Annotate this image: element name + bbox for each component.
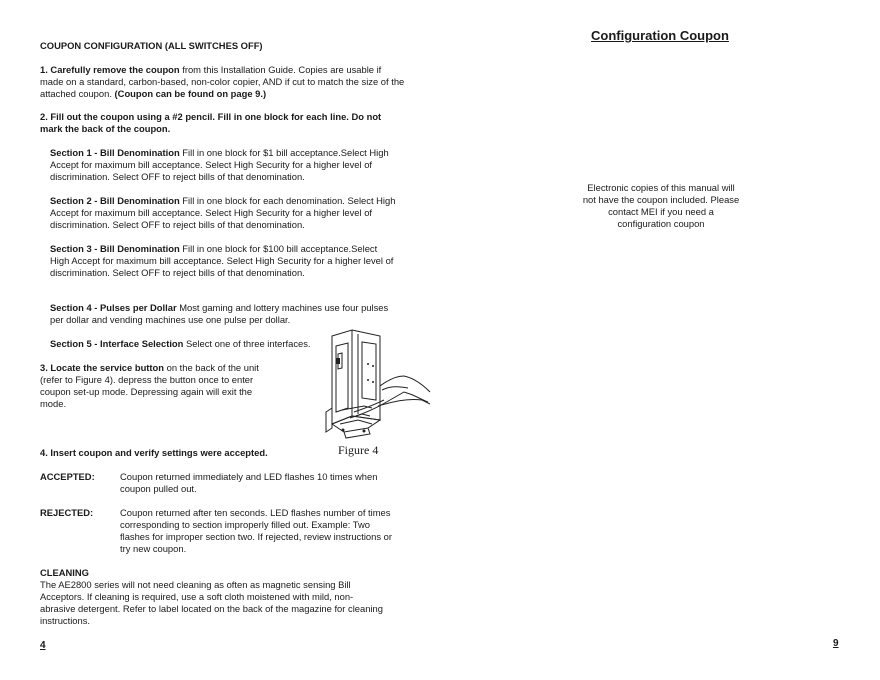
page-number-right: 9 xyxy=(833,638,839,649)
section-title: Section 3 - Bill Denomination xyxy=(50,243,180,254)
accepted-text: Coupon returned immediately and LED flashes 10 times when coupon pulled out. xyxy=(120,471,378,494)
bill-acceptor-figure xyxy=(318,328,436,442)
accepted-label: ACCEPTED: xyxy=(40,471,95,482)
cleaning-heading: CLEANING xyxy=(40,567,89,578)
cleaning-text: The AE2800 series will not need cleaning as often as magnetic sensing Bill Acceptors. If cleaning is required, use a soft cloth moistened with mild, non-abrasive detergent. Refer to label located on the back of the magazine for cleaning instructions. xyxy=(40,579,383,626)
coupon-note: Electronic copies of this manual will not have the coupon included. Please contact MEI if you need a configuration coupon xyxy=(582,182,740,229)
section-4-desc xyxy=(50,302,390,326)
section-title: Section 1 - Bill Denomination xyxy=(50,147,180,158)
section-2-desc xyxy=(50,195,410,231)
page-number-left: 4 xyxy=(40,640,46,651)
section-text: Fill in one block for $100 bill acceptance.Select High Accept for maximum bill acceptance. Select High Security for a higher level of discrimination. Select OFF to reject bills of that denomination. xyxy=(50,243,394,278)
section-text: Select one of three interfaces. xyxy=(183,338,311,349)
step-1-bold: 1. Carefully remove the coupon xyxy=(40,64,180,75)
rejected-label: REJECTED: xyxy=(40,507,94,518)
section-1-desc xyxy=(50,147,410,183)
step-3 xyxy=(40,362,262,410)
section-heading: COUPON CONFIGURATION (ALL SWITCHES OFF) xyxy=(40,40,263,51)
step-1-bold-tail: (Coupon can be found on page 9.) xyxy=(114,88,267,99)
step-3-bold: 3. Locate the service button xyxy=(40,362,164,373)
section-title: Section 5 - Interface Selection xyxy=(50,338,184,349)
section-text: Most gaming and lottery machines use four pulses per dollar and vending machines use one pulse per dollar. xyxy=(50,302,389,325)
figure-caption: Figure 4 xyxy=(338,443,379,457)
section-text: Fill in one block for each denomination. Select High Accept for maximum bill acceptance. Select High Security for a higher level of discrimination. Select OFF to reject bills of that denomination. xyxy=(50,195,396,230)
section-3-desc xyxy=(50,243,395,279)
step-2: 2. Fill out the coupon using a #2 pencil. Fill in one block for each line. Do not mark the back of the coupon. xyxy=(40,111,382,134)
step-1 xyxy=(40,64,405,100)
section-title: Section 2 - Bill Denomination xyxy=(50,195,180,206)
step-1-text: from this Installation Guide. Copies are usable if made on a standard, carbon-based, non-color copier, AND if cut to match the size of the attached coupon. xyxy=(40,64,405,99)
step-4: 4. Insert coupon and verify settings were accepted. xyxy=(40,447,268,458)
coupon-title: Configuration Coupon xyxy=(591,28,729,43)
section-text: Fill in one block for $1 bill acceptance.Select High Accept for maximum bill acceptance. Select High Security for a higher level of discrimination. Select OFF to reject bills of that denomination. xyxy=(50,147,389,182)
step-3-text: on the back of the unit (refer to Figure 4). depress the button once to enter coupon set-up mode. Depressing again will exit the mode. xyxy=(40,362,259,409)
rejected-text: Coupon returned after ten seconds. LED flashes number of times corresponding to section improperly filled out. Example: Two flashes for improper section two. If rejected, review instructions or try new coupon. xyxy=(120,507,392,554)
section-title: Section 4 - Pulses per Dollar xyxy=(50,302,177,313)
